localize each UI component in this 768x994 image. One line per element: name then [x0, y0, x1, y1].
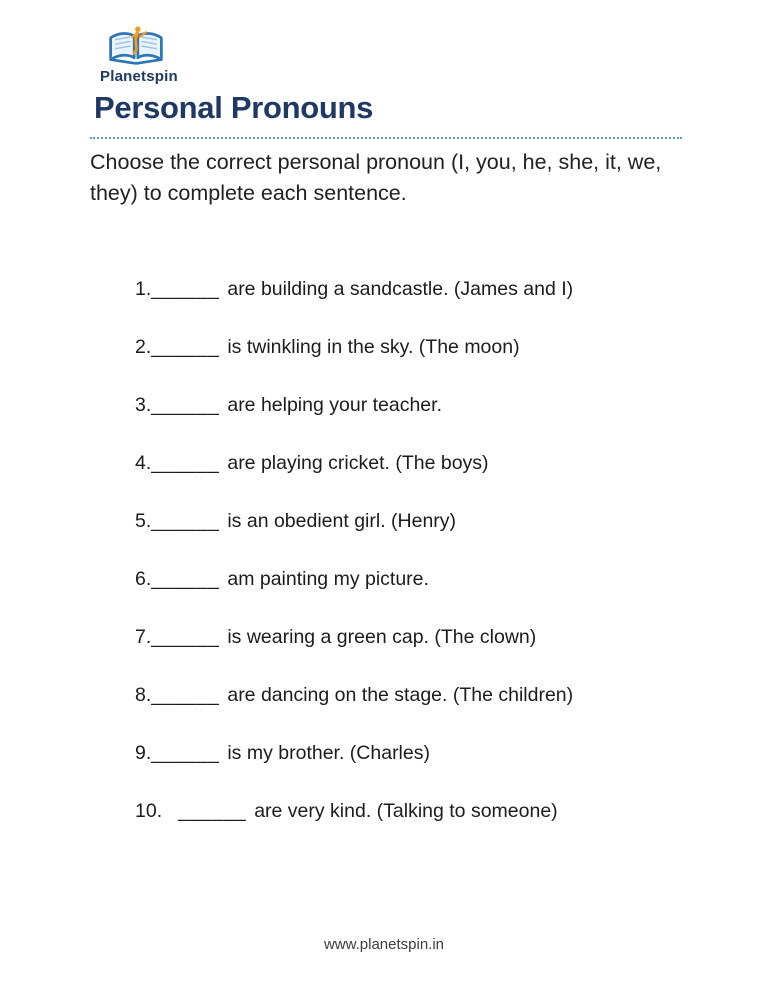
- question-row: [135, 336, 695, 394]
- title-divider: [90, 137, 682, 139]
- question-number: 4.: [135, 452, 152, 474]
- question-text: are building a sandcastle. (James and I): [227, 278, 574, 300]
- logo-brand-text: Planetspin: [100, 68, 178, 85]
- question-row: [135, 684, 695, 742]
- question-number: 2.: [135, 336, 152, 358]
- instructions-text: Choose the correct personal pronoun (I, you, he, she, it, we, they) to complete each sentence.: [90, 150, 662, 206]
- logo: [100, 26, 178, 85]
- answer-blank: ______: [151, 684, 220, 706]
- question-list: [135, 278, 695, 858]
- answer-blank: ______: [151, 452, 220, 474]
- question-text: are playing cricket. (The boys): [227, 452, 489, 474]
- answer-blank: ______: [151, 336, 220, 358]
- question-text: am painting my picture.: [227, 568, 429, 590]
- question-row: [135, 278, 695, 336]
- question-row: [135, 626, 695, 684]
- question-text: is an obedient girl. (Henry): [227, 510, 457, 532]
- answer-blank: ______: [151, 278, 220, 300]
- question-number: 8.: [135, 684, 152, 706]
- answer-blank: ______: [151, 510, 220, 532]
- question-number: 7.: [135, 626, 152, 648]
- question-text: is my brother. (Charles): [227, 742, 430, 764]
- question-row: [135, 800, 695, 858]
- question-number: 6.: [135, 568, 152, 590]
- page-title: Personal Pronouns: [94, 90, 374, 125]
- answer-blank: ______: [151, 568, 220, 590]
- question-text: are helping your teacher.: [227, 394, 442, 416]
- question-row: [135, 568, 695, 626]
- question-row: [135, 742, 695, 800]
- answer-blank: ______: [151, 626, 220, 648]
- answer-blank: ______: [151, 394, 220, 416]
- answer-blank: ______: [151, 742, 220, 764]
- question-text: are very kind. (Talking to someone): [254, 800, 558, 822]
- question-text: are dancing on the stage. (The children): [227, 684, 574, 706]
- answer-blank: ______: [178, 800, 247, 822]
- question-row: [135, 452, 695, 510]
- open-book-icon: [107, 26, 165, 66]
- question-number: 10.: [135, 800, 163, 822]
- question-row: [135, 394, 695, 452]
- question-number: 9.: [135, 742, 152, 764]
- question-text: is twinkling in the sky. (The moon): [227, 336, 520, 358]
- question-number: 3.: [135, 394, 152, 416]
- question-text: is wearing a green cap. (The clown): [227, 626, 537, 648]
- question-number: 5.: [135, 510, 152, 532]
- question-row: [135, 510, 695, 568]
- question-number: 1.: [135, 278, 152, 300]
- footer-url: www.planetspin.in: [323, 936, 445, 953]
